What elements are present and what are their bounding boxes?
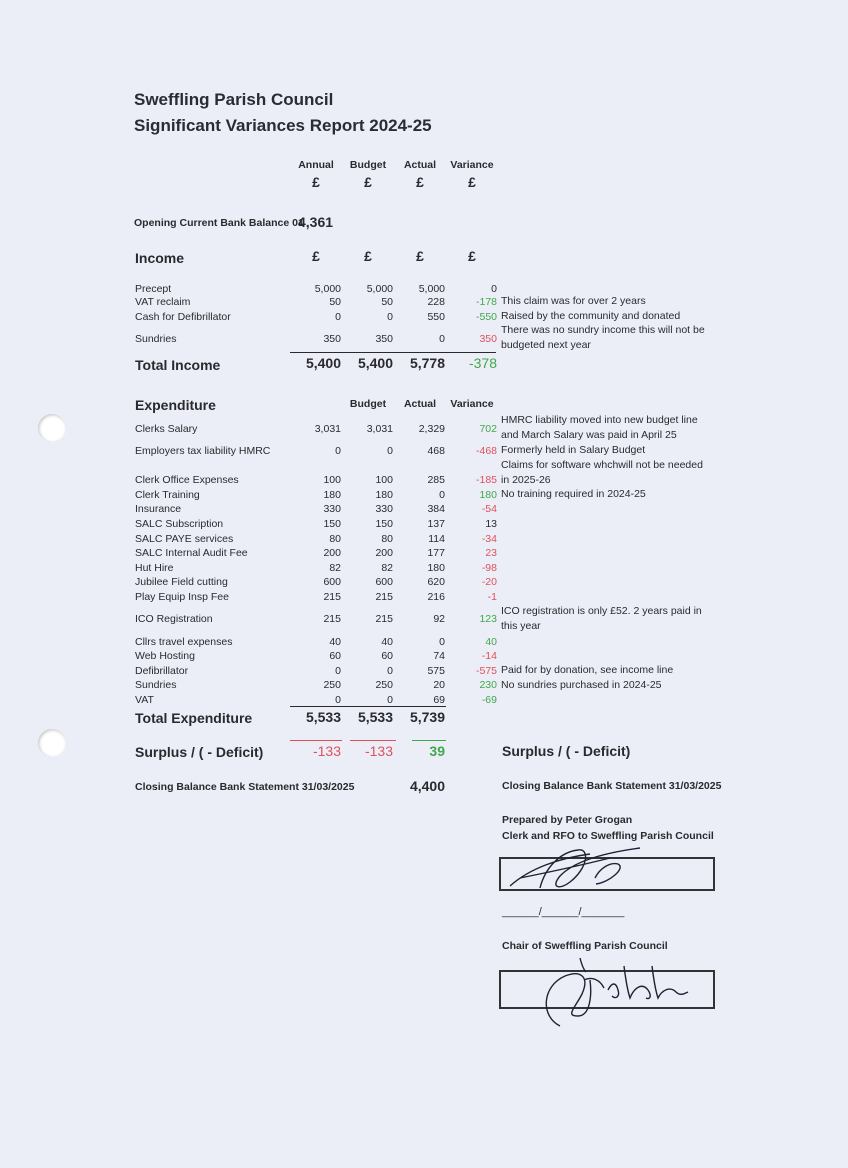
currency-variance: £ <box>468 174 476 190</box>
table-cell-budget: 215 <box>375 613 393 625</box>
table-cell-variance: 350 <box>479 333 497 345</box>
income-currency-annual: £ <box>312 248 320 264</box>
table-row-label: VAT reclaim <box>135 296 191 308</box>
exp-total-label: Total Expenditure <box>135 710 253 726</box>
table-cell-variance: -575 <box>475 665 497 677</box>
income-currency-actual: £ <box>416 248 424 264</box>
table-cell-annual: 80 <box>329 533 341 545</box>
closing-balance-right-label: Closing Balance Bank Statement 31/03/2025 <box>502 780 722 792</box>
table-cell-budget: 150 <box>375 518 393 530</box>
table-cell-variance: 702 <box>479 423 497 435</box>
table-cell-actual: 384 <box>427 503 445 515</box>
table-row-note: and March Salary was paid in April 25 <box>501 429 677 441</box>
table-cell-budget: 3,031 <box>366 423 393 435</box>
prepared-by-role: Clerk and RFO to Sweffling Parish Council <box>502 830 714 842</box>
table-cell-annual: 0 <box>335 694 341 706</box>
table-cell-annual: 82 <box>329 562 341 574</box>
table-cell-actual: 620 <box>427 576 445 588</box>
income-total-actual: 5,778 <box>409 355 445 371</box>
table-cell-variance: -20 <box>481 576 497 588</box>
table-cell-budget: 330 <box>375 503 393 515</box>
punch-hole-bottom <box>38 729 66 757</box>
col-header-budget: Budget <box>349 159 387 171</box>
currency-actual: £ <box>416 174 424 190</box>
prepared-by: Prepared by Peter Grogan <box>502 814 633 826</box>
table-cell-annual: 3,031 <box>314 423 341 435</box>
table-cell-actual: 92 <box>433 613 445 625</box>
table-cell-annual: 180 <box>323 489 341 501</box>
table-cell-annual: 0 <box>335 445 341 457</box>
income-total-label: Total Income <box>135 357 221 373</box>
table-cell-annual: 0 <box>335 311 341 323</box>
surplus-rule-actual <box>412 740 446 741</box>
closing-balance-label: Closing Balance Bank Statement 31/03/2025 <box>135 781 355 793</box>
chair-label: Chair of Sweffling Parish Council <box>502 940 668 952</box>
exp-total-rule <box>290 706 446 707</box>
table-cell-annual: 600 <box>323 576 341 588</box>
table-cell-annual: 40 <box>329 636 341 648</box>
table-cell-actual: 0 <box>439 636 445 648</box>
table-cell-annual: 60 <box>329 650 341 662</box>
table-row-label: Clerk Training <box>135 489 200 501</box>
table-row-label: Employers tax liability HMRC <box>135 445 271 457</box>
income-currency-budget: £ <box>364 248 372 264</box>
table-cell-actual: 2,329 <box>418 423 445 435</box>
table-row-note: HMRC liability moved into new budget line <box>501 414 698 426</box>
table-cell-actual: 74 <box>433 650 445 662</box>
table-row-note: Claims for software whchwill not be needed <box>501 459 703 471</box>
table-cell-budget: 5,000 <box>366 283 393 295</box>
currency-budget: £ <box>364 174 372 190</box>
table-cell-budget: 0 <box>387 311 393 323</box>
income-total-rule <box>290 352 496 353</box>
income-total-budget: 5,400 <box>357 355 393 371</box>
table-cell-variance: 0 <box>491 283 497 295</box>
surplus-right-label: Surplus / ( - Deficit) <box>502 743 631 759</box>
table-cell-variance: 23 <box>485 547 497 559</box>
table-cell-variance: -69 <box>481 694 497 706</box>
table-row-label: Cllrs travel expenses <box>135 636 233 648</box>
page-title: Sweffling Parish Council <box>134 90 334 109</box>
table-cell-variance: -468 <box>475 445 497 457</box>
table-row-label: Hut Hire <box>135 562 174 574</box>
table-row-note: Formerly held in Salary Budget <box>501 444 646 456</box>
income-total-variance: -378 <box>468 355 497 371</box>
table-cell-budget: 0 <box>387 694 393 706</box>
table-cell-actual: 114 <box>428 533 445 545</box>
table-cell-actual: 177 <box>427 547 445 559</box>
table-row-label: Web Hosting <box>135 650 195 662</box>
table-row-label: Sundries <box>135 679 177 691</box>
table-cell-annual: 150 <box>323 518 341 530</box>
table-cell-variance: 40 <box>485 636 497 648</box>
table-cell-budget: 40 <box>381 636 393 648</box>
table-row-label: ICO Registration <box>135 613 213 625</box>
income-total-annual: 5,400 <box>305 355 341 371</box>
table-cell-actual: 228 <box>427 296 445 308</box>
surplus-budget: -133 <box>364 743 393 759</box>
surplus-rule-budget <box>350 740 396 741</box>
table-row-label: Jubilee Field cutting <box>135 576 228 588</box>
surplus-label: Surplus / ( - Deficit) <box>135 744 264 760</box>
table-cell-variance: 180 <box>479 489 497 501</box>
table-row-label: Precept <box>135 283 172 295</box>
table-row-note: Raised by the community and donated <box>501 310 681 322</box>
table-row-label: Clerks Salary <box>135 423 198 435</box>
table-cell-variance: -1 <box>487 591 497 603</box>
income-currency-variance: £ <box>468 248 476 264</box>
opening-balance-value: 4,361 <box>298 214 334 230</box>
table-cell-budget: 180 <box>375 489 393 501</box>
surplus-annual: -133 <box>312 743 341 759</box>
table-cell-actual: 550 <box>427 311 445 323</box>
table-cell-budget: 600 <box>375 576 393 588</box>
col-header-actual: Actual <box>403 159 437 171</box>
table-row-note: Paid for by donation, see income line <box>501 664 674 676</box>
surplus-actual: 39 <box>429 743 445 759</box>
table-cell-annual: 215 <box>323 591 341 603</box>
table-row-label: Defibrillator <box>135 665 189 677</box>
table-row-note: ICO registration is only £52. 2 years paid in <box>501 605 702 617</box>
table-row-label: SALC PAYE services <box>135 533 234 545</box>
exp-total-budget: 5,533 <box>357 709 393 725</box>
table-cell-budget: 60 <box>381 650 393 662</box>
table-cell-annual: 5,000 <box>314 283 341 295</box>
table-row-note: There was no sundry income this will not be <box>501 324 705 336</box>
table-row-label: Clerk Office Expenses <box>135 474 239 486</box>
table-cell-budget: 100 <box>375 474 393 486</box>
table-cell-actual: 69 <box>433 694 445 706</box>
table-cell-budget: 50 <box>381 296 393 308</box>
table-cell-actual: 0 <box>439 489 445 501</box>
exp-col-header-actual: Actual <box>403 398 437 410</box>
table-cell-budget: 350 <box>375 333 393 345</box>
table-row-label: SALC Internal Audit Fee <box>135 547 248 559</box>
table-cell-annual: 250 <box>323 679 341 691</box>
table-cell-budget: 200 <box>375 547 393 559</box>
table-cell-annual: 200 <box>323 547 341 559</box>
table-cell-annual: 100 <box>323 474 341 486</box>
exp-col-header-variance: Variance <box>450 398 494 410</box>
table-row-note: This claim was for over 2 years <box>501 295 646 307</box>
table-cell-variance: -178 <box>475 296 497 308</box>
opening-balance-label: Opening Current Bank Balance 01 <box>134 217 304 229</box>
table-cell-variance: 13 <box>485 518 497 530</box>
table-cell-actual: 180 <box>427 562 445 574</box>
table-row-label: VAT <box>135 694 154 706</box>
expenditure-heading: Expenditure <box>135 397 216 413</box>
table-cell-budget: 82 <box>381 562 393 574</box>
col-header-variance: Variance <box>450 159 494 171</box>
punch-hole-top <box>38 414 66 442</box>
table-cell-actual: 137 <box>427 518 445 530</box>
chair-signature <box>520 936 700 1036</box>
table-cell-budget: 215 <box>375 591 393 603</box>
table-cell-variance: -185 <box>475 474 497 486</box>
table-cell-budget: 0 <box>387 665 393 677</box>
table-cell-actual: 5,000 <box>418 283 445 295</box>
page-subtitle: Significant Variances Report 2024-25 <box>134 116 432 135</box>
table-cell-variance: -54 <box>481 503 497 515</box>
table-cell-variance: 123 <box>479 613 497 625</box>
col-header-annual: Annual <box>298 159 334 171</box>
closing-balance-value: 4,400 <box>409 778 445 794</box>
table-row-label: Insurance <box>135 503 182 515</box>
exp-total-actual: 5,739 <box>409 709 445 725</box>
exp-col-header-budget: Budget <box>349 398 387 410</box>
table-row-note: this year <box>501 620 541 632</box>
table-row-label: Sundries <box>135 333 177 345</box>
surplus-rule-annual <box>290 740 342 741</box>
table-cell-budget: 250 <box>375 679 393 691</box>
table-row-note: No training required in 2024-25 <box>501 488 646 500</box>
table-row-note: in 2025-26 <box>501 474 551 486</box>
date-line: ______/______/_______ <box>502 906 625 918</box>
table-cell-budget: 80 <box>381 533 393 545</box>
table-cell-variance: -98 <box>481 562 497 574</box>
table-cell-variance: -550 <box>475 311 497 323</box>
table-cell-budget: 0 <box>387 445 393 457</box>
clerk-signature <box>500 838 670 898</box>
table-row-label: Cash for Defibrillator <box>135 311 231 323</box>
currency-annual: £ <box>312 174 320 190</box>
table-cell-actual: 0 <box>439 333 445 345</box>
exp-total-annual: 5,533 <box>305 709 341 725</box>
income-heading: Income <box>135 250 185 266</box>
table-row-note: budgeted next year <box>501 339 591 351</box>
table-row-label: Play Equip Insp Fee <box>135 591 229 603</box>
table-cell-variance: 230 <box>479 679 497 691</box>
table-cell-annual: 330 <box>323 503 341 515</box>
table-cell-annual: 350 <box>323 333 341 345</box>
table-cell-variance: -14 <box>481 650 497 662</box>
table-cell-annual: 50 <box>329 296 341 308</box>
table-cell-actual: 468 <box>427 445 445 457</box>
table-row-label: SALC Subscription <box>135 518 224 530</box>
table-row-note: No sundries purchased in 2024-25 <box>501 679 662 691</box>
table-cell-annual: 0 <box>335 665 341 677</box>
table-cell-annual: 215 <box>323 613 341 625</box>
table-cell-actual: 20 <box>433 679 445 691</box>
table-cell-actual: 575 <box>427 665 445 677</box>
table-cell-actual: 285 <box>427 474 445 486</box>
table-cell-variance: -34 <box>481 533 497 545</box>
table-cell-actual: 216 <box>427 591 445 603</box>
